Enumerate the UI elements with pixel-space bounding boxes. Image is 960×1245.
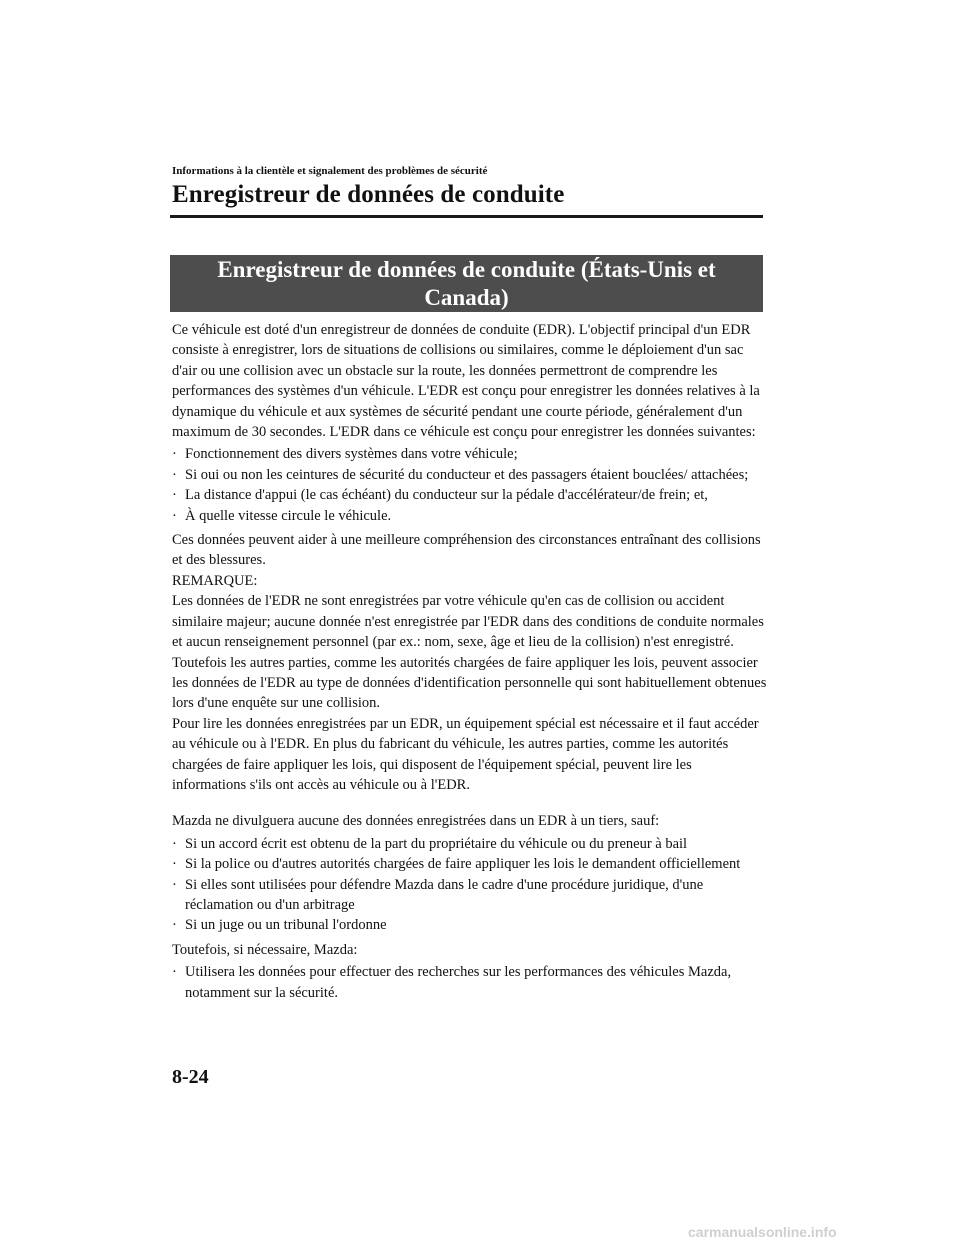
watermark: carmanualsonline.info	[688, 1224, 837, 1240]
bullet-icon: ·	[172, 466, 177, 483]
mazda-usage-list	[172, 962, 767, 1003]
bullet-icon: ·	[172, 964, 177, 981]
bullet-icon: ·	[172, 835, 177, 852]
page-number: 8-24	[172, 1066, 209, 1088]
section-heading-line-2: Canada)	[424, 285, 509, 310]
page-title: Enregistreur de données de conduite	[172, 181, 565, 208]
list-item: · Si oui ou non les ceintures de sécurité du conducteur et des passagers étaient bouclées/ attachées;	[172, 465, 767, 485]
bullet-icon: ·	[172, 487, 177, 504]
list-item: · La distance d'appui (le cas échéant) du conducteur sur la pédale d'accélérateur/de frein; et,	[172, 485, 767, 505]
note-text: Les données de l'EDR ne sont enregistrées par votre véhicule qu'en cas de collision ou accident similaire majeur; aucune donnée n'est enregistrée par l'EDR dans des conditions de conduite normales et aucun renseignement personnel (par ex.: nom, sexe, âge et lieu de la collision) n'est enregistré. Toutefois les autres parties, comme les autorités chargées de faire appliquer les lois, peuvent associer les données de l'EDR au type de données d'identification personnelle qui sont habituellement obtenues lors d'une enquête sur une collision.	[172, 593, 767, 712]
breadcrumb: Informations à la clientèle et signalement des problèmes de sécurité	[172, 165, 488, 177]
bullet-icon: ·	[172, 856, 177, 873]
list-item: · À quelle vitesse circule le véhicule.	[172, 506, 767, 526]
list-item: · Fonctionnement des divers systèmes dans votre véhicule;	[172, 444, 767, 464]
however-paragraph: Toutefois, si nécessaire, Mazda:	[172, 941, 358, 958]
disclosure-paragraph: Mazda ne divulguera aucune des données enregistrées dans un EDR à un tiers, sauf:	[172, 813, 660, 830]
section-heading-line-1: Enregistreur de données de conduite (États-Unis et	[217, 257, 716, 282]
note-label: REMARQUE:	[172, 572, 258, 589]
list-item: · Si elles sont utilisées pour défendre Mazda dans le cadre d'une procédure juridique, d'une réclamation ou d'un arbitrage	[172, 876, 704, 913]
intro-paragraph: Ce véhicule est doté d'un enregistreur de données de conduite (EDR). L'objectif principal d'un EDR consiste à enregistrer, lors de situations de collisions ou similaires, comme le déploiement d'un sac d'air ou une collision avec un obstacle sur la route, les données permettront de comprendre les performances des systèmes d'un véhicule. L'EDR est conçu pour enregistrer les données relatives à la dynamique du véhicule et aux systèmes de sécurité pendant une courte période, généralement d'un maximum de 30 secondes. L'EDR dans ce véhicule est conçu pour enregistrer les données suivantes:	[172, 322, 760, 441]
bullet-icon: ·	[172, 446, 177, 463]
list-item: · Utilisera les données pour effectuer des recherches sur les performances des véhicules Mazda, notamment sur la sécurité.	[172, 964, 732, 1001]
section-heading-banner	[170, 255, 763, 312]
body-content	[172, 320, 767, 1007]
bullet-icon: ·	[172, 876, 177, 893]
recorded-data-list	[172, 444, 767, 526]
title-divider	[170, 215, 763, 218]
list-item: · Si un accord écrit est obtenu de la part du propriétaire du véhicule ou du preneur à bail	[172, 834, 767, 854]
comprehension-paragraph: Ces données peuvent aider à une meilleure compréhension des circonstances entraînant des collisions et des blessures.	[172, 532, 761, 569]
bullet-icon: ·	[172, 507, 177, 524]
reading-data-paragraph: Pour lire les données enregistrées par un EDR, un équipement spécial est nécessaire et il faut accéder au véhicule ou à l'EDR. En plus du fabricant du véhicule, les autres parties, comme les autorités chargées de faire appliquer les lois, qui disposent de l'équipement spécial, peuvent lire les informations s'ils ont accès au véhicule ou à l'EDR.	[172, 715, 759, 793]
list-item: · Si la police ou d'autres autorités chargées de faire appliquer les lois le demandent officiellement	[172, 854, 767, 874]
list-item: · Si un juge ou un tribunal l'ordonne	[172, 915, 767, 935]
disclosure-exceptions-list	[172, 834, 767, 936]
bullet-icon: ·	[172, 917, 177, 934]
